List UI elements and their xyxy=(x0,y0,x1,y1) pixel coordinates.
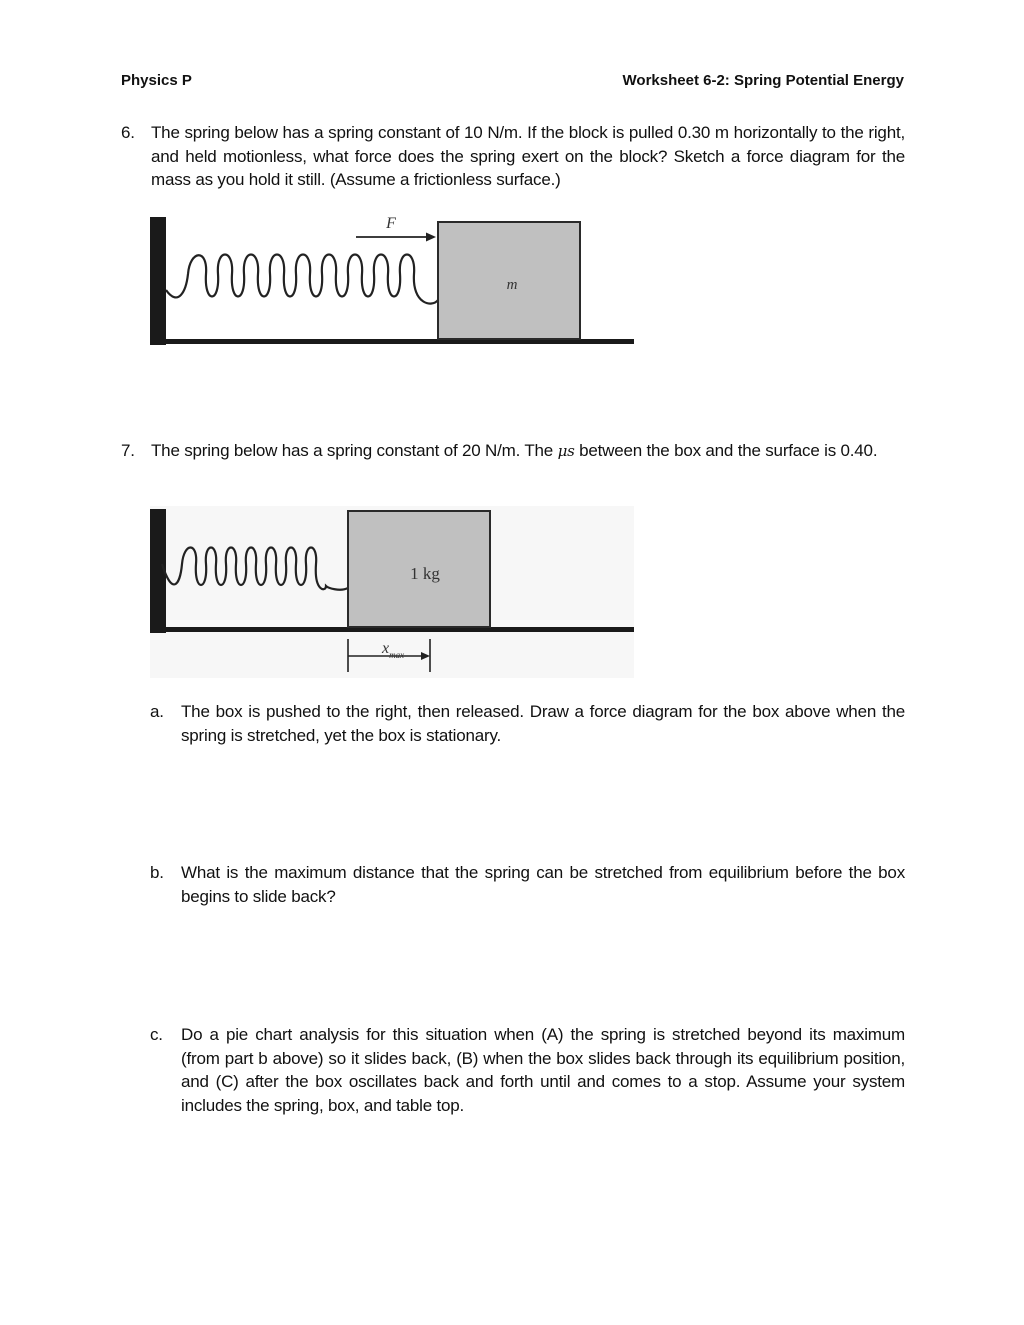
spring-block-figure-1 xyxy=(150,212,636,348)
force-label: F xyxy=(386,215,396,232)
mass-label: m xyxy=(506,277,518,293)
part-text: The box is pushed to the right, then released. Draw a force diagram for the box above when the spring is stretched, yet the box is stationary. xyxy=(181,702,905,745)
xmax-subscript: max xyxy=(389,650,405,660)
part-letter: a. xyxy=(150,702,164,721)
spring xyxy=(166,255,438,304)
part-a xyxy=(150,700,905,747)
part-letter: b. xyxy=(150,863,164,882)
question-text xyxy=(151,439,905,464)
question-7 xyxy=(121,439,905,464)
spring-block-figure-2 xyxy=(150,506,634,678)
part-text: What is the maximum distance that the spring can be stretched from equilibrium before the box begins to slide back? xyxy=(181,863,905,906)
header-worksheet-title: Worksheet 6-2: Spring Potential Energy xyxy=(622,72,904,89)
part-c xyxy=(150,1023,905,1117)
mu-static-symbol: μs xyxy=(557,442,575,460)
question-number: 7. xyxy=(121,441,135,460)
xmax-x: x xyxy=(382,640,390,657)
mass-label: 1 kg xyxy=(410,564,440,583)
arrow-head-icon xyxy=(426,233,436,242)
question-text-part: between the box and the surface is 0.40. xyxy=(574,441,878,460)
header-course: Physics P xyxy=(121,72,192,89)
part-b xyxy=(150,861,905,908)
question-text-part: The spring below has a spring constant of 20 N/m. The xyxy=(151,441,558,460)
question-number: 6. xyxy=(121,123,135,142)
wall xyxy=(150,217,166,345)
question-6 xyxy=(121,121,905,192)
part-text: Do a pie chart analysis for this situation when (A) the spring is stretched beyond its maximum (from part b above) so it slides back, (B) when the box slides back through its equilibrium position, and (C) after the box oscillates back and forth until and comes to a stop. Assume your system includes the spring, box, and table top. xyxy=(181,1025,905,1115)
question-text: The spring below has a spring constant of 10 N/m. If the block is pulled 0.30 m horizontally to the right, and held motionless, what force does the spring exert on the block? Sketch a force diagram for the mass as you hold it still. (Assume a frictionless surface.) xyxy=(151,123,905,189)
part-letter: c. xyxy=(150,1025,163,1044)
